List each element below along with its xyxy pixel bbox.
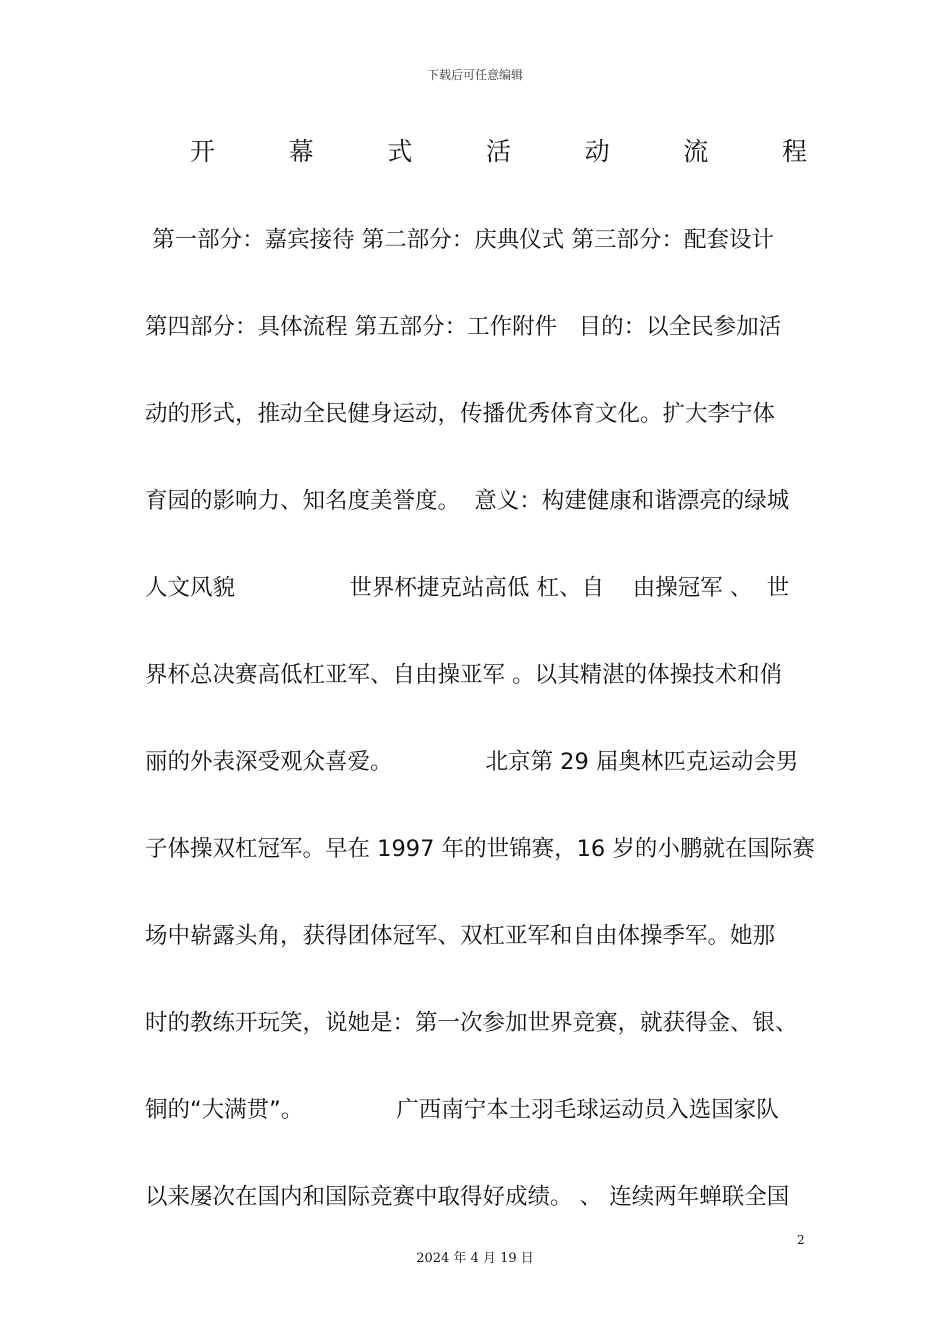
header-note: 下载后可任意编辑 (426, 68, 523, 82)
title-char: 动 (584, 137, 610, 166)
body-line: 第一部分：嘉宾接待 第二部分：庆典仪式 第三部分：配套设计 (145, 227, 774, 253)
title-char: 式 (387, 137, 413, 166)
title-char: 程 (781, 137, 807, 166)
body-line: 育园的影响力、知名度美誉度。 意义：构建健康和谐漂亮的绿城 (145, 488, 790, 514)
title-char: 幕 (288, 137, 314, 166)
page-number: 2 (797, 1233, 805, 1247)
body-line: 子体操双杠冠军。早在 1997 年的世锦赛，16 岁的小鹏就在国际赛 (145, 836, 815, 862)
title-char: 活 (485, 137, 511, 166)
document-title (190, 134, 807, 170)
body-line: 丽的外表深受观众喜爱。 北京第 29 届奥林匹克运动会男 (145, 749, 799, 775)
body-line: 动的形式，推动全民健身运动，传播优秀体育文化。扩大李宁体 (145, 401, 776, 427)
title-char: 流 (683, 137, 709, 166)
body-line: 第四部分：具体流程 第五部分：工作附件 目的：以全民参加活 (145, 314, 782, 340)
footer-date: 2024 年 4 月 19 日 (416, 1251, 534, 1266)
body-line: 场中崭露头角，获得团体冠军、双杠亚军和自由体操季军。她那 (145, 923, 776, 949)
body-line: 时的教练开玩笑，说她是：第一次参加世界竞赛，就获得金、银、 (145, 1010, 798, 1036)
body-line: 界杯总决赛高低杠亚军、自由操亚军 。以其精湛的体操技术和俏 (145, 662, 783, 688)
title-char: 开 (190, 137, 216, 166)
body-line: 以来屡次在国内和国际竞赛中取得好成绩。 、 连续两年蝉联全国 (145, 1184, 790, 1210)
body-line: 人文风貌 世界杯捷克站高低 杠、自 由操冠军 、 世 (145, 575, 790, 601)
body-line: 铜的“大满贯”。 广西南宁本土羽毛球运动员入选国家队 (145, 1097, 779, 1123)
